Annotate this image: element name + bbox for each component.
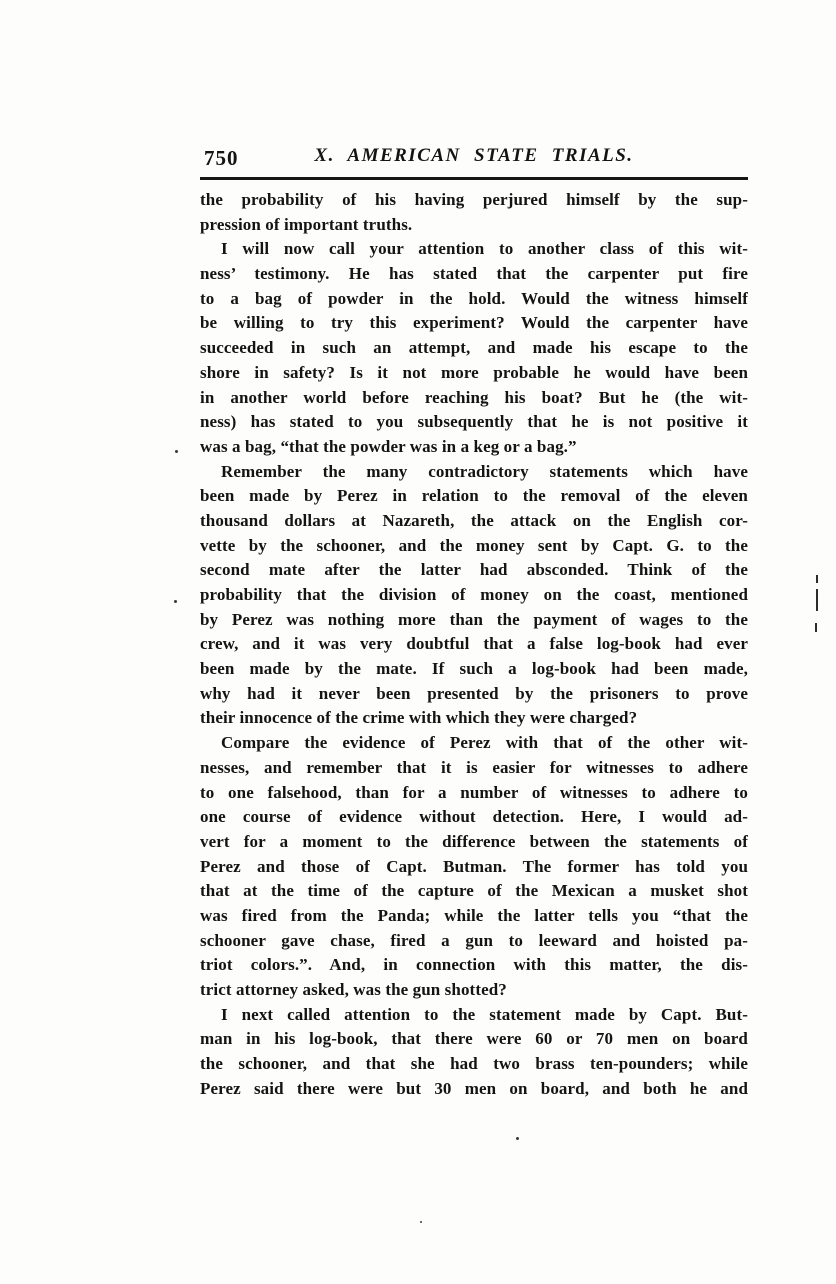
text-line: their innocence of the crime with which they were charged? (200, 708, 638, 728)
text-line: by Perez was nothing more than the payment of wages to the (200, 609, 748, 629)
text-line: man in his log-book, that there were 60 or 70 men on board (200, 1029, 748, 1049)
text-line: was fired from the Panda; while the latter tells you “that the (200, 905, 748, 925)
text-line: Perez said there were but 30 men on board, and both he and (200, 1078, 748, 1098)
text-line: second mate after the latter had absconded. Think of the (200, 560, 748, 580)
text-line: ness) has stated to you subsequently that he is not positive it (200, 412, 748, 432)
text-line: Compare the evidence of Perez with that of the other wit- (221, 733, 748, 753)
text-line: I next called attention to the statement made by Capt. But- (221, 1004, 748, 1024)
text-line: I will now call your attention to another class of this wit- (221, 239, 748, 259)
text-line: thousand dollars at Nazareth, the attack on the English cor- (200, 510, 748, 530)
text-line: triot colors.”. And, in connection with this matter, the dis- (200, 955, 748, 975)
page-number: 750 (204, 146, 239, 170)
text-line: Perez and those of Capt. Butman. The former has told you (200, 856, 748, 876)
text-line: be willing to try this experiment? Would the carpenter have (200, 313, 748, 333)
text-line: crew, and it was very doubtful that a false log-book had ever (200, 634, 748, 654)
page-body (200, 188, 748, 1101)
scan-speck (174, 600, 177, 603)
text-line: vert for a moment to the difference between the statements of (200, 831, 748, 851)
text-line: been made by Perez in relation to the removal of the eleven (200, 486, 748, 506)
margin-mark (816, 575, 818, 583)
text-line: why had it never been presented by the prisoners to prove (200, 683, 748, 703)
text-line: vette by the schooner, and the money sent by Capt. G. to the (200, 535, 748, 555)
header-rule (200, 177, 748, 180)
text-line: succeeded in such an attempt, and made his escape to the (200, 338, 748, 358)
scan-speck (175, 450, 178, 453)
text-line: pression of important truths. (200, 214, 413, 234)
text-line: the probability of his having perjured himself by the sup- (200, 190, 748, 209)
scan-speck (420, 1221, 422, 1223)
text-line: to one falsehood, than for a number of witnesses to adhere to (200, 782, 748, 802)
text-line: probability that the division of money on the coast, mentioned (200, 585, 748, 604)
text-line: that at the time of the capture of the Mexican a musket shot (200, 881, 748, 901)
text-line: Remember the many contradictory statements which have (221, 461, 748, 481)
text-line: the schooner, and that she had two brass ten-pounders; while (200, 1054, 748, 1074)
text-line: been made by the mate. If such a log-book had been made, (200, 659, 748, 679)
text-line: in another world before reaching his boat? But he (the wit- (200, 387, 748, 407)
text-line: shore in safety? Is it not more probable he would have been (200, 362, 748, 382)
scan-speck (516, 1137, 519, 1140)
text-line: trict attorney asked, was the gun shotted? (200, 980, 507, 999)
running-header-title: X. AMERICAN STATE TRIALS. (314, 145, 634, 166)
text-line: one course of evidence without detection. Here, I would ad- (200, 807, 748, 827)
text-line: nesses, and remember that it is easier for witnesses to adhere (200, 757, 748, 777)
text-line: schooner gave chase, fired a gun to leeward and hoisted pa- (200, 930, 748, 950)
margin-mark (816, 589, 818, 611)
text-line: to a bag of powder in the hold. Would the witness himself (200, 288, 748, 308)
text-line: ness’ testimony. He has stated that the carpenter put fire (200, 264, 748, 284)
text-line: was a bag, “that the powder was in a keg or a bag.” (200, 436, 577, 456)
margin-mark (815, 623, 817, 632)
